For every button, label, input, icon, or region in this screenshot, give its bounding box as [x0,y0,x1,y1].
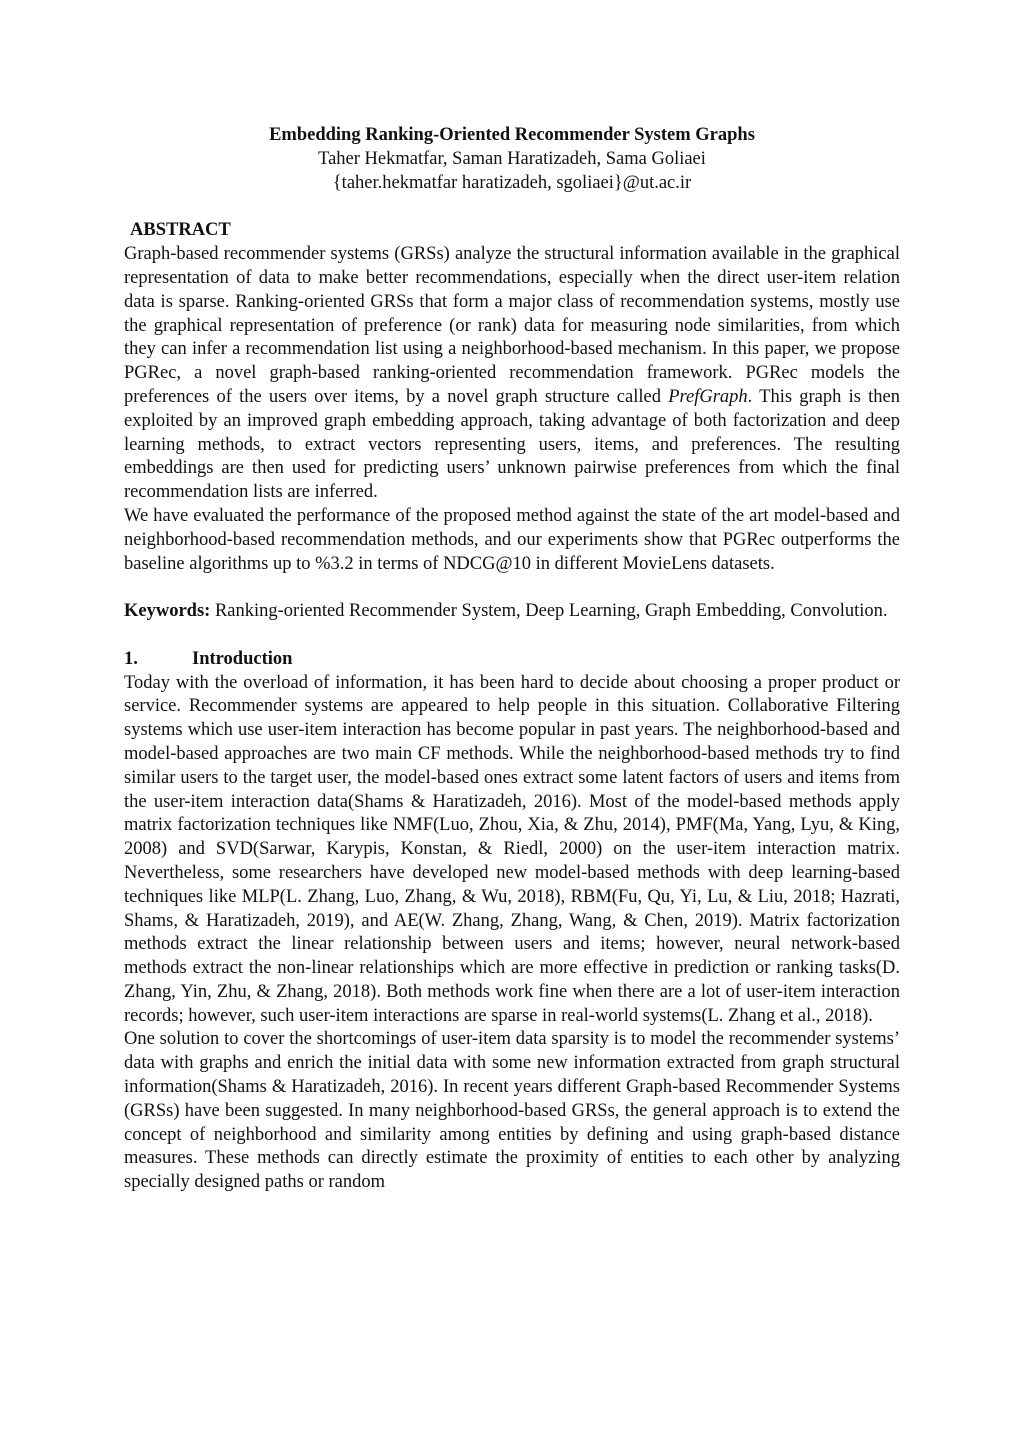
abstract-paragraph-1 [124,243,900,505]
paper-authors: Taher Hekmatfar, Saman Haratizadeh, Sama Goliaei [318,148,706,169]
introduction-paragraph-2: One solution to cover the shortcomings of user-item data sparsity is to model the recommender systems’ data with graphs and enrich the initial data with some new information extracted from graph structural information(Shams & Haratizadeh, 2016). In recent years different Graph-based Recommender Systems (GRSs) have been suggested. In many neighborhood-based GRSs, the general approach is to extend the concept of neighborhood and similarity among entities by defining and using graph-based distance measures. These methods can directly estimate the proximity of entities to each other by analyzing specially designed paths or random [124,1029,900,1193]
prefgraph-term: PrefGraph [668,386,748,407]
paper-title: Embedding Ranking-Oriented Recommender System Graphs [269,125,755,145]
abstract-text-after-italic: . This graph is then exploited by an improved graph embedding approach, taking advantage of both factorization and deep learning methods, to extract vectors representing users, items, and preferences. The resulting embeddings are then used for predicting users’ unknown pairwise preferences from which the final recommendation lists are inferred. [124,386,901,503]
paper-page [124,124,900,1195]
abstract-paragraph-2: We have evaluated the performance of the proposed method against the state of the art model-based and neighborhood-based recommendation methods, and our experiments show that PGRec outperforms the baseline algorithms up to %3.2 in terms of NDCG@10 in different MovieLens datasets. [124,505,900,574]
keywords-label: Keywords: [124,601,211,622]
introduction-paragraph-1: Today with the overload of information, it has been hard to decide about choosing a proper product or service. Recommender systems are appeared to help people in this situation. Collaborative Filtering systems which use user-item interaction has become popular in past years. The neighborhood-based and model-based approaches are two main CF methods. While the neighborhood-based methods try to find similar users to the target user, the model-based ones extract some latent factors of users and items from the user-item interaction data(Shams & Haratizadeh, 2016). Most of the model-based methods apply matrix factorization techniques like NMF(Luo, Zhou, Xia, & Zhu, 2014), PMF(Ma, Yang, Lyu, & King, 2008) and SVD(Sarwar, Karypis, Konstan, & Riedl, 2000) on the user-item interaction matrix. Nevertheless, some researchers have developed new model-based methods with deep learning-based techniques like MLP(L. Zhang, Luo, Zhang, & Wu, 2018), RBM(Fu, Qu, Yi, Lu, & Liu, 2018; Hazrati, Shams, & Haratizadeh, 2019), and AE(W. Zhang, Zhang, Wang, & Chen, 2019). Matrix factorization methods extract the linear relationship between users and items; however, neural network-based methods extract the non-linear relationships which are more effective in prediction or ranking tasks(D. Zhang, Yin, Zhu, & Zhang, 2018). Both methods work fine when there are a lot of user-item interaction records; however, such user-item interactions are sparse in real-world systems(L. Zhang et al., 2018). [124,672,900,1026]
abstract-text-before-italic: Graph-based recommender systems (GRSs) analyze the structural information available in the graphical representation of data to make better recommendations, especially when the direct user-item relation data is sparse. Ranking-oriented GRSs that form a major class of recommendation systems, mostly use the graphical representation of preference (or rank) data for measuring node similarities, from which they can infer a recommendation list using a neighborhood-based mechanism. In this paper, we propose PGRec, a novel graph-based ranking-oriented recommendation framework. PGRec models the preferences of the users over items, by a novel graph structure called [124,244,900,407]
author-emails: {taher.hekmatfar haratizadeh, sgoliaei}@ut.ac.ir [332,172,692,193]
paper-header [124,124,900,195]
introduction-heading [124,648,900,672]
abstract-heading: ABSTRACT [130,220,231,241]
keywords-line [124,600,900,624]
section-number: 1. [124,648,138,669]
keywords-text: Ranking-oriented Recommender System, Deep Learning, Graph Embedding, Convolution. [210,601,888,622]
section-title: Introduction [192,648,293,669]
